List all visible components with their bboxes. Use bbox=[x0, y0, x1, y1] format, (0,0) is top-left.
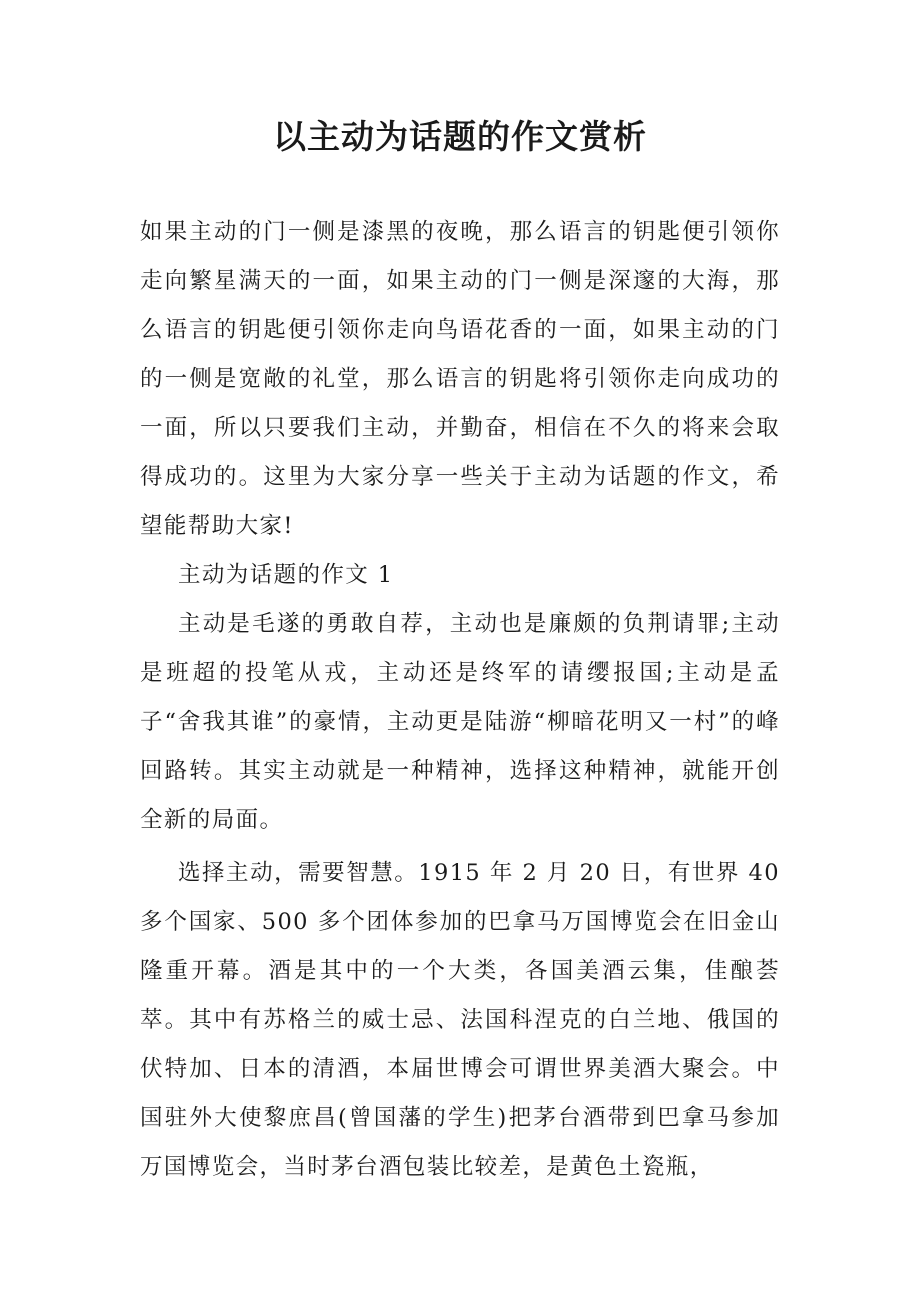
essay-paragraph: 选择主动，需要智慧。1915 年 2 月 20 日，有世界 40 多个国家、500 多个团体参加的巴拿马万国博览会在旧金山隆重开幕。酒是其中的一个大类，各国美酒云集，佳酿荟萃。其中有苏格兰的威士忌、法国科涅克的白兰地、俄国的伏特加、日本的清酒，本届世博会可谓世界美酒大聚会。中国驻外大使黎庶昌(曾国藩的学生)把茅台酒带到巴拿马参加万国博览会，当时茅台酒包装比较差，是黄色土瓷瓶， bbox=[140, 860, 780, 1180]
essay-heading: 主动为话题的作文 1 bbox=[178, 562, 394, 588]
document-body bbox=[140, 208, 780, 1192]
document-title: 以主动为话题的作文赏析 bbox=[273, 117, 647, 156]
intro-paragraph: 如果主动的门一侧是漆黑的夜晚，那么语言的钥匙便引领你走向繁星满天的一面，如果主动的门一侧是深邃的大海，那么语言的钥匙便引领你走向鸟语花香的一面，如果主动的门的一侧是宽敞的礼堂，那么语言的钥匙将引领你走向成功的一面，所以只要我们主动，并勤奋，相信在不久的将来会取得成功的。这里为大家分享一些关于主动为话题的作文，希望能帮助大家! bbox=[140, 219, 780, 539]
essay-paragraph: 主动是毛遂的勇敢自荐，主动也是廉颇的负荆请罪;主动是班超的投笔从戎，主动还是终军的请缨报国;主动是孟子“舍我其谁”的豪情，主动更是陆游“柳暗花明又一村”的峰回路转。其实主动就是一种精神，选择这种精神，就能开创全新的局面。 bbox=[140, 611, 780, 833]
